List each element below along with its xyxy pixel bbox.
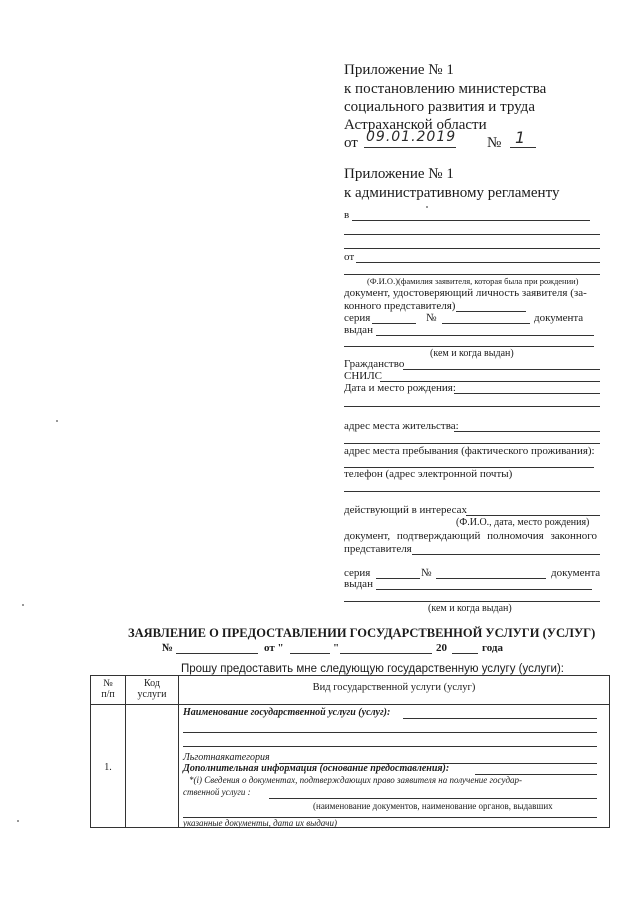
issued-label: выдан <box>344 324 373 336</box>
statement-request: Прошу предоставить мне следующую государственную услугу (услуги): <box>181 663 564 675</box>
appendix-decree-number-prefix: № <box>487 135 502 151</box>
statement-quote-close: " <box>333 642 340 654</box>
statement-day-field[interactable] <box>290 653 330 654</box>
scan-speck <box>56 420 58 422</box>
service-name-field[interactable] <box>403 718 597 719</box>
docs-info-line1: *(i) Сведения о документах, подтверждающих право заявителя на получение государ- <box>189 775 523 785</box>
header-code-line1: Код <box>144 678 160 689</box>
statement-year-prefix: 20 <box>436 642 447 654</box>
id-doc-label-line1: документ, удостоверяющий личность заявителя (за- <box>344 287 587 299</box>
appendix-decree-title: Приложение № 1 <box>344 62 454 78</box>
appendix-decree-date-prefix: от <box>344 135 358 151</box>
header-num-line1: № <box>103 678 113 689</box>
to-field-line2[interactable] <box>344 234 600 235</box>
appendix-decree-line4: Астраханской области <box>344 117 487 133</box>
appendix-regulation-line2: к административному регламенту <box>344 185 560 201</box>
number-field[interactable] <box>442 323 530 324</box>
fio-hint: (Ф.И.О.)(фамилия заявителя, которая была при рождении) <box>367 276 579 286</box>
birth-label: Дата и место рождения: <box>344 382 456 394</box>
id-doc-field[interactable] <box>456 311 526 312</box>
residence-field-line2[interactable] <box>344 443 600 444</box>
service-name-field-line3[interactable] <box>183 746 597 747</box>
service-name-label: Наименование государственной услуги (услуг): <box>183 707 391 718</box>
header-kind: Вид государственной услуги (услуг) <box>312 682 476 693</box>
header-cell-kind <box>179 676 610 705</box>
header-num-line2: п/п <box>101 689 115 700</box>
birth-field[interactable] <box>454 393 600 394</box>
residence-label: адрес места жительства: <box>344 420 459 432</box>
series-label: серия <box>344 312 371 324</box>
statement-from-label: от " <box>264 642 284 654</box>
table-header-row <box>91 676 610 705</box>
statement-year-field[interactable] <box>452 653 478 654</box>
docs-hint-2: указанные документы, дата их выдачи) <box>183 818 337 828</box>
snils-label: СНИЛС <box>344 370 383 382</box>
appendix-decree-line3: социального развития и труда <box>344 99 535 115</box>
header-code-line2: услуги <box>137 689 167 700</box>
acting-label: действующий в интересах <box>344 504 468 516</box>
doc-word: документа <box>534 312 584 324</box>
series-field[interactable] <box>372 323 416 324</box>
issued-field-line2[interactable] <box>344 346 594 347</box>
statement-title: ЗАЯВЛЕНИЕ О ПРЕДОСТАВЛЕНИИ ГОСУДАРСТВЕННОЙ УСЛУГИ (УСЛУГ) <box>128 626 596 640</box>
docs-hint: (наименование документов, наименование органов, выдавших <box>313 801 553 811</box>
citizenship-field[interactable] <box>403 369 600 370</box>
birth-field-line2[interactable] <box>344 406 600 407</box>
scan-speck <box>17 820 19 822</box>
phone-label: телефон (адрес электронной почты) <box>344 468 513 480</box>
to-label: в <box>344 209 350 221</box>
table-row <box>91 705 610 828</box>
docs-info-line2: ственной услуги : <box>183 787 251 797</box>
service-name-field-line2[interactable] <box>183 732 597 733</box>
issued-hint: (кем и когда выдан) <box>430 348 514 359</box>
appendix-decree-number: 1 <box>515 128 527 147</box>
series-field-2[interactable] <box>376 578 420 579</box>
doc-word-2: документа <box>551 567 601 579</box>
statement-num-label: № <box>162 642 174 654</box>
row-num-cell <box>91 705 126 828</box>
citizenship-label: Гражданство <box>344 358 405 370</box>
appendix-decree-date: 09.01.2019 <box>366 129 457 145</box>
extra-info-label: Дополнительная информация (основание предоставления): <box>183 763 450 774</box>
statement-year-suffix: года <box>482 642 503 654</box>
from-label: от <box>344 251 355 263</box>
number-label: № <box>426 312 437 324</box>
id-doc-label-line2: конного представителя) <box>344 300 456 312</box>
acting-field[interactable] <box>466 515 600 516</box>
number-field-2[interactable] <box>436 578 546 579</box>
header-cell-code <box>126 676 179 705</box>
privilege-label: Льготнаякатегория <box>183 752 270 763</box>
rep-doc-field[interactable] <box>412 554 600 555</box>
issued-hint-2: (кем и когда выдан) <box>428 603 512 614</box>
appendix-regulation-title: Приложение № 1 <box>344 166 454 182</box>
acting-hint: (Ф.И.О., дата, место рождения) <box>456 517 590 528</box>
docs-field[interactable] <box>269 798 597 799</box>
stay-label: адрес места пребывания (фактического проживания): <box>344 445 595 457</box>
number-label-2: № <box>421 567 432 579</box>
header-cell-num <box>91 676 126 705</box>
row-num: 1. <box>104 762 112 773</box>
services-table <box>90 675 610 828</box>
rep-doc-label-line1: документ, подтверждающий полномочия законного <box>344 530 597 542</box>
series-label-2: серия <box>344 567 371 579</box>
to-field-line3[interactable] <box>344 248 600 249</box>
scan-speck <box>426 206 428 208</box>
residence-field[interactable] <box>454 431 600 432</box>
phone-field[interactable] <box>344 491 600 492</box>
issued-field-2[interactable] <box>376 589 592 590</box>
appendix-decree-line2: к постановлению министерства <box>344 81 547 97</box>
statement-number-field[interactable] <box>176 653 258 654</box>
from-field-line2[interactable] <box>344 274 600 275</box>
issued-field[interactable] <box>376 335 594 336</box>
issued-label-2: выдан <box>344 578 373 590</box>
scan-speck <box>22 604 24 606</box>
issued-field-2-line2[interactable] <box>344 601 600 602</box>
row-code-cell[interactable] <box>126 705 179 828</box>
statement-month-field[interactable] <box>340 653 432 654</box>
rep-doc-label-line2: представителя <box>344 543 412 555</box>
row-kind-cell <box>179 705 610 828</box>
from-field[interactable] <box>356 262 600 263</box>
to-field[interactable] <box>352 220 590 221</box>
